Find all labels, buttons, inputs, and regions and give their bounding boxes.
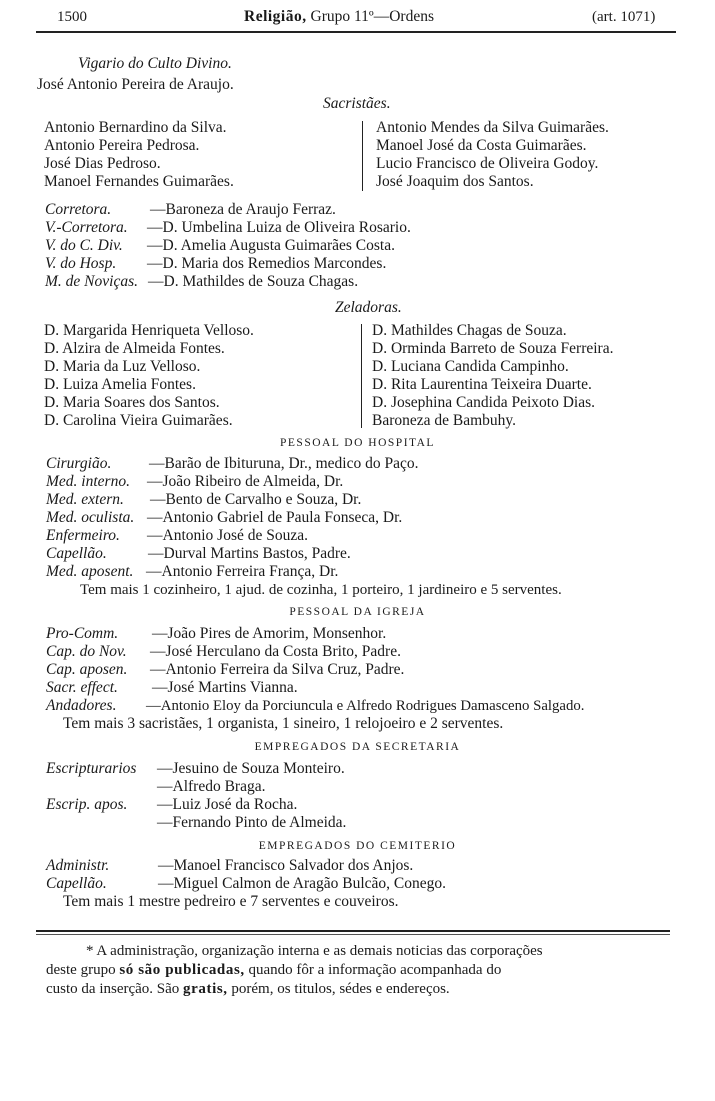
sacristao-right: Antonio Mendes da Silva Guimarães. — [376, 119, 609, 136]
sacristao-right: Manoel José da Costa Guimarães. — [376, 137, 587, 154]
hospital-role: Med. interno. — [46, 473, 130, 490]
footnote-text: custo da inserção. São — [46, 981, 184, 997]
cemiterio-name: —Manoel Francisco Salvador dos Anjos. — [158, 857, 414, 874]
sacristao-left: Antonio Pereira Pedrosa. — [44, 137, 200, 154]
footnote-emphasis: só são publicadas, — [119, 962, 245, 978]
zeladora-left: D. Luiza Amelia Fontes. — [44, 376, 196, 393]
zeladora-right: D. Orminda Barreto de Souza Ferreira. — [372, 340, 614, 357]
secretaria-name: —Jesuino de Souza Monteiro. — [157, 760, 345, 777]
igreja-role: Sacr. effect. — [46, 679, 118, 696]
zeladora-right: D. Mathildes Chagas de Souza. — [372, 322, 567, 339]
zeladora-left: D. Margarida Henriqueta Velloso. — [44, 322, 254, 339]
secretaria-role: Escrip. apos. — [46, 796, 128, 813]
footnote-line-3 — [46, 980, 450, 998]
section-heading-cemiterio: EMPREGADOS DO CEMITERIO — [258, 840, 457, 852]
page-number: 1500 — [57, 9, 87, 25]
hospital-footer: Tem mais 1 cozinheiro, 1 ajud. de cozinha, 1 porteiro, 1 jardineiro e 5 serventes. — [80, 582, 562, 598]
header-rule — [36, 31, 676, 33]
section-heading-secretaria: EMPREGADOS DA SECRETARIA — [254, 741, 461, 753]
sacristao-left: Antonio Bernardino da Silva. — [44, 119, 227, 136]
officer-role: Corretora. — [45, 201, 112, 218]
officer-role: V. do Hosp. — [45, 255, 117, 272]
officer-role: V. do C. Div. — [45, 237, 123, 254]
officer-role: M. de Noviças. — [45, 273, 138, 290]
hospital-name: —Antonio Ferreira França, Dr. — [146, 563, 339, 580]
igreja-role: Andadores. — [46, 697, 117, 714]
zeladora-right: D. Josephina Candida Peixoto Dias. — [372, 394, 596, 411]
igreja-footer: Tem mais 3 sacristães, 1 organista, 1 sineiro, 1 relojoeiro e 2 serventes. — [63, 715, 504, 732]
section-heading-hospital: PESSOAL DO HOSPITAL — [280, 437, 435, 449]
vigario-label: Vigario do Culto Divino. — [78, 55, 232, 72]
running-title — [244, 8, 434, 26]
zeladora-right: Baroneza de Bambuhy. — [372, 412, 517, 429]
hospital-role: Capellão. — [46, 545, 107, 562]
zeladora-left: D. Maria da Luz Velloso. — [44, 358, 201, 375]
hospital-role: Enfermeiro. — [46, 527, 120, 544]
igreja-name: —João Pires de Amorim, Monsenhor. — [152, 625, 387, 642]
zeladora-right: D. Luciana Candida Campinho. — [372, 358, 569, 375]
officer-name: —Baroneza de Araujo Ferraz. — [150, 201, 336, 218]
igreja-name: —José Martins Vianna. — [152, 679, 298, 696]
hospital-name: —Durval Martins Bastos, Padre. — [148, 545, 351, 562]
zeladora-left: D. Carolina Vieira Guimarães. — [44, 412, 233, 429]
hospital-name: —Antonio Gabriel de Paula Fonseca, Dr. — [147, 509, 403, 526]
hospital-name: —Barão de Ibituruna, Dr., medico do Paço. — [149, 455, 419, 472]
column-divider — [361, 324, 362, 428]
hospital-role: Med. aposent. — [46, 563, 134, 580]
sacristao-right: Lucio Francisco de Oliveira Godoy. — [376, 155, 599, 172]
hospital-role: Med. extern. — [46, 491, 124, 508]
column-divider — [362, 121, 363, 191]
footnote-text: quando fôr a informação acompanhada do — [244, 962, 502, 978]
hospital-name: —João Ribeiro de Almeida, Dr. — [147, 473, 344, 490]
sacristao-left: José Dias Pedroso. — [44, 155, 161, 172]
footnote-emphasis: gratis, — [183, 981, 228, 997]
officer-role: V.-Corretora. — [45, 219, 128, 236]
igreja-role: Cap. do Nov. — [46, 643, 127, 660]
footnote-rule — [36, 930, 670, 932]
officer-name: —D. Mathildes de Souza Chagas. — [148, 273, 359, 290]
footnote-line-1: * A administração, organização interna e as demais noticias das corporações — [86, 943, 543, 959]
secretaria-name: —Alfredo Braga. — [157, 778, 266, 795]
zeladoras-heading: Zeladoras. — [335, 299, 402, 316]
igreja-name: —Antonio Eloy da Porciuncula e Alfredo Rodrigues Damasceno Salgado. — [146, 698, 585, 714]
igreja-name: —José Herculano da Costa Brito, Padre. — [150, 643, 401, 660]
hospital-name: —Bento de Carvalho e Souza, Dr. — [150, 491, 362, 508]
footnote-line-2 — [46, 961, 501, 979]
footnote-rule-thin — [36, 934, 670, 935]
cemiterio-name: —Miguel Calmon de Aragão Bulcão, Conego. — [158, 875, 446, 892]
vigario-name: José Antonio Pereira de Araujo. — [37, 76, 234, 93]
igreja-role: Cap. aposen. — [46, 661, 128, 678]
secretaria-role: Escripturarios — [46, 760, 137, 777]
zeladora-left: D. Alzira de Almeida Fontes. — [44, 340, 225, 357]
cemiterio-footer: Tem mais 1 mestre pedreiro e 7 serventes e couveiros. — [63, 893, 399, 910]
section-heading-igreja: PESSOAL DA IGREJA — [289, 606, 426, 618]
secretaria-name: —Fernando Pinto de Almeida. — [157, 814, 347, 831]
sacristaes-heading: Sacristães. — [323, 95, 391, 112]
hospital-role: Cirurgião. — [46, 455, 112, 472]
cemiterio-role: Administr. — [46, 857, 110, 874]
article-ref: (art. 1071) — [592, 9, 656, 25]
hospital-name: —Antonio José de Souza. — [147, 527, 309, 544]
zeladora-right: D. Rita Laurentina Teixeira Duarte. — [372, 376, 592, 393]
zeladora-left: D. Maria Soares dos Santos. — [44, 394, 220, 411]
secretaria-name: —Luiz José da Rocha. — [157, 796, 298, 813]
cemiterio-role: Capellão. — [46, 875, 107, 892]
hospital-role: Med. oculista. — [46, 509, 135, 526]
officer-name: —D. Umbelina Luiza de Oliveira Rosario. — [147, 219, 411, 236]
running-title-bold: Religião, — [244, 8, 307, 25]
igreja-role: Pro-Comm. — [46, 625, 119, 642]
footnote-text: deste grupo — [46, 962, 120, 978]
sacristao-right: José Joaquim dos Santos. — [376, 173, 534, 190]
officer-name: —D. Maria dos Remedios Marcondes. — [147, 255, 387, 272]
running-title-rest: Grupo 11º—Ordens — [306, 8, 434, 25]
sacristao-left: Manoel Fernandes Guimarães. — [44, 173, 234, 190]
officer-name: —D. Amelia Augusta Guimarães Costa. — [147, 237, 395, 254]
igreja-name: —Antonio Ferreira da Silva Cruz, Padre. — [150, 661, 405, 678]
footnote-text: porém, os titulos, sédes e endereços. — [227, 981, 450, 997]
